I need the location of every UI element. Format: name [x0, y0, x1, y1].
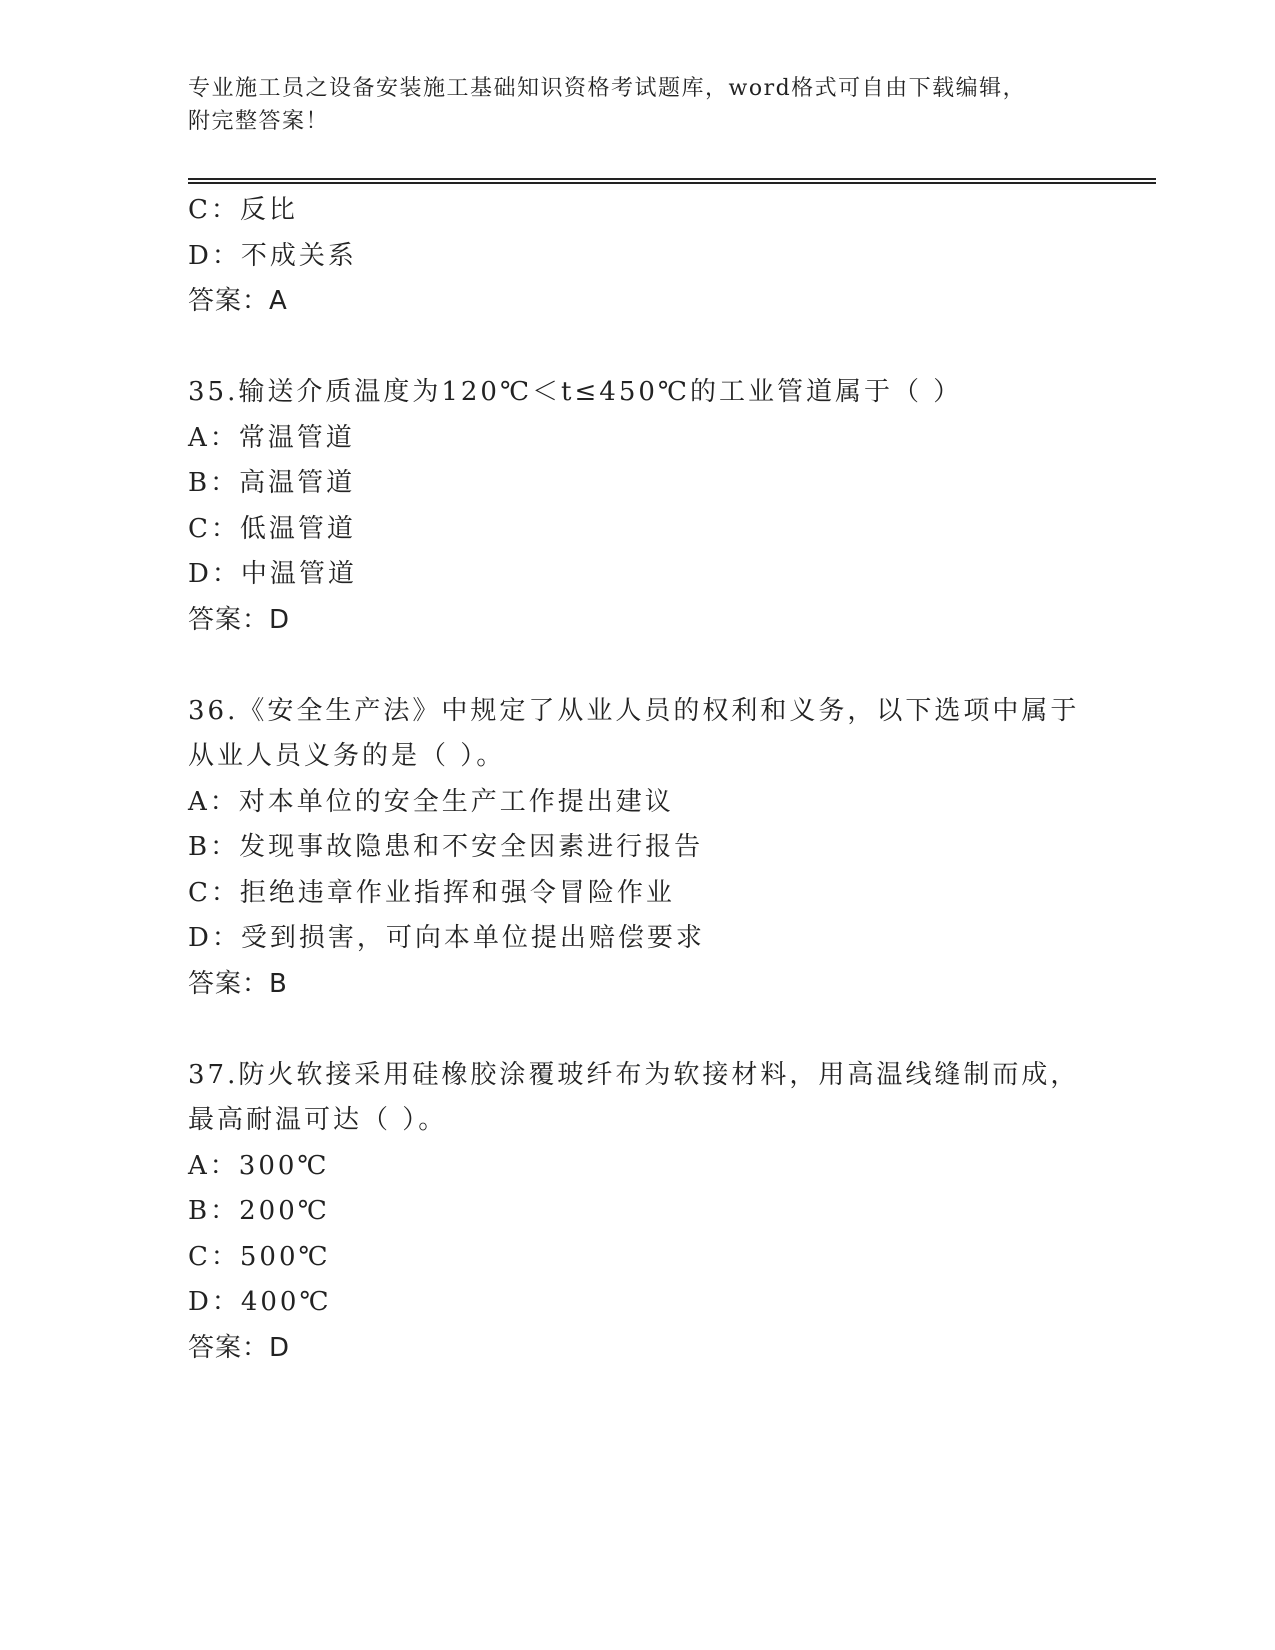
question-stem-continued: 从业人员义务的是（ ）。	[188, 741, 506, 771]
option-a: A：常温管道	[188, 422, 355, 453]
option-b: B：高温管道	[188, 468, 356, 498]
question-stem: 36.《安全生产法》中规定了从业人员的权利和义务，以下选项中属于	[188, 695, 1080, 726]
spacer	[188, 325, 1088, 371]
option-a: A：对本单位的安全生产工作提出建议	[188, 786, 674, 817]
spacer	[188, 643, 1088, 689]
option-a: A：300℃	[188, 1150, 330, 1181]
option-b: B：发现事故隐患和不安全因素进行报告	[188, 832, 704, 862]
header-line-1: 专业施工员之设备安装施工基础知识资格考试题库，word格式可自由下载编辑，	[188, 76, 1027, 101]
question-stem: 37.防火软接采用硅橡胶涂覆玻纤布为软接材料，用高温线缝制而成，	[188, 1059, 1080, 1090]
answer-line: 答案：D	[188, 604, 291, 635]
answer-line: 答案：B	[188, 968, 288, 999]
option-d: D：受到损害，可向本单位提出赔偿要求	[188, 923, 705, 953]
question-stem: 35.输送介质温度为120℃＜t≤450℃的工业管道属于（ ）	[188, 377, 963, 407]
option-c: C：低温管道	[188, 513, 356, 544]
question-37	[188, 1053, 1088, 1372]
option-c: C：拒绝违章作业指挥和强令冒险作业	[188, 877, 675, 908]
question-35	[188, 370, 1088, 643]
option-d: D：中温管道	[188, 559, 357, 589]
option-d: D：400℃	[188, 1287, 332, 1317]
document-header	[188, 72, 1088, 138]
option-c: C：反比	[188, 195, 298, 225]
option-d: D：不成关系	[188, 240, 357, 271]
question-36	[188, 689, 1088, 1008]
spacer	[188, 1007, 1088, 1053]
option-c: C：500℃	[188, 1241, 331, 1272]
header-double-rule	[188, 178, 1156, 184]
answer-line: 答案：A	[188, 286, 288, 316]
answer-line: 答案：D	[188, 1332, 291, 1363]
option-b: B：200℃	[188, 1196, 330, 1226]
header-line-2: 附完整答案！	[188, 109, 330, 134]
question-34-continued	[188, 188, 1088, 325]
question-stem-continued: 最高耐温可达（ ）。	[188, 1105, 448, 1135]
question-list	[188, 188, 1088, 1371]
